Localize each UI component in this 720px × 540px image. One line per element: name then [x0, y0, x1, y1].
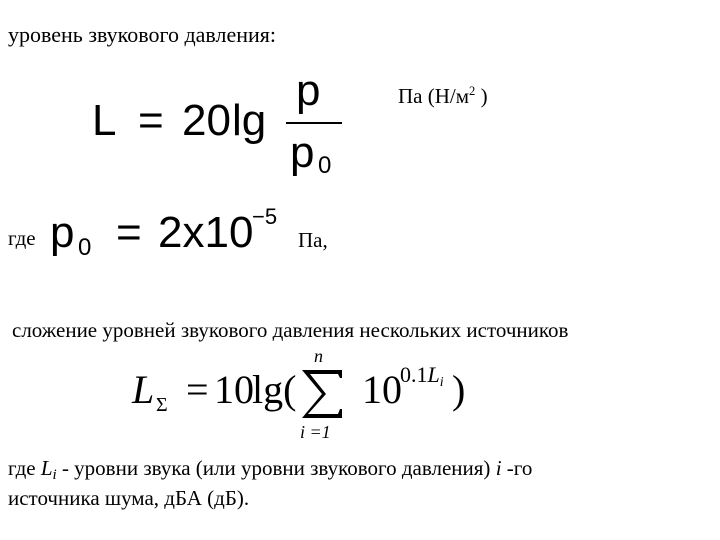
reference-pressure-mantissa: 2x10: [158, 208, 254, 257]
formula1-lhs: L: [92, 96, 117, 145]
reference-pressure-unit: Па,: [298, 228, 328, 252]
formula2-lower-limit: [300, 422, 331, 443]
formula2-equals: =: [186, 367, 209, 412]
formula2-lower-limit-text: i =1: [300, 422, 331, 442]
formula2-function: lg(: [252, 367, 297, 412]
footer-suffix: -го: [501, 456, 533, 480]
summation-heading: сложение уровней звукового давления нескольких источников: [12, 318, 569, 342]
formula2-upper-limit: n: [314, 346, 323, 366]
reference-pressure-var: p: [50, 208, 75, 257]
sigma-icon: [298, 368, 346, 420]
heading-sound-pressure-level: уровень звукового давления:: [8, 22, 277, 47]
reference-pressure-exponent: −5: [252, 204, 278, 229]
formula2-exponent: [400, 362, 444, 391]
footer-var: L: [40, 456, 53, 480]
formula1-numerator: p: [296, 66, 321, 115]
formula2-exponent-var: L: [427, 362, 440, 387]
footer-var-sub: i: [52, 467, 57, 483]
footer-index: i: [495, 456, 502, 480]
formula2-exponent-sub: i: [439, 375, 444, 390]
formula1-function: lg: [232, 96, 267, 145]
formula1-coefficient: 20: [182, 96, 231, 145]
formula2-coefficient: 10: [214, 367, 254, 412]
formula2-exponent-coef: 0.1: [400, 362, 428, 387]
formula1-unit-suffix: ): [475, 84, 488, 108]
footer-line-1: [8, 456, 532, 484]
formula1-denominator-subscript: 0: [318, 152, 332, 179]
formula1-fraction-bar: [286, 122, 342, 124]
formula2-lhs: L: [132, 367, 155, 412]
formula1-equals: =: [138, 96, 164, 145]
footer-line-2: источника шума, дБА (дБ).: [8, 486, 250, 510]
reference-pressure-subscript: 0: [78, 234, 92, 261]
footer-prefix: где: [8, 456, 41, 480]
formula2-lhs-subscript: Σ: [156, 394, 168, 416]
formula1-unit: [398, 84, 488, 109]
formula2-base: 10: [362, 367, 402, 412]
formula1-unit-prefix: Па (Н/м: [398, 84, 470, 108]
formula1-unit-exponent: 2: [469, 83, 476, 98]
footer-middle: - уровни звука (или уровни звукового давления): [56, 456, 496, 480]
reference-pressure-equals: =: [116, 208, 142, 257]
where-label: где: [8, 226, 36, 250]
formula1-denominator: p: [290, 128, 315, 177]
formula2-close-paren: ): [452, 367, 466, 412]
